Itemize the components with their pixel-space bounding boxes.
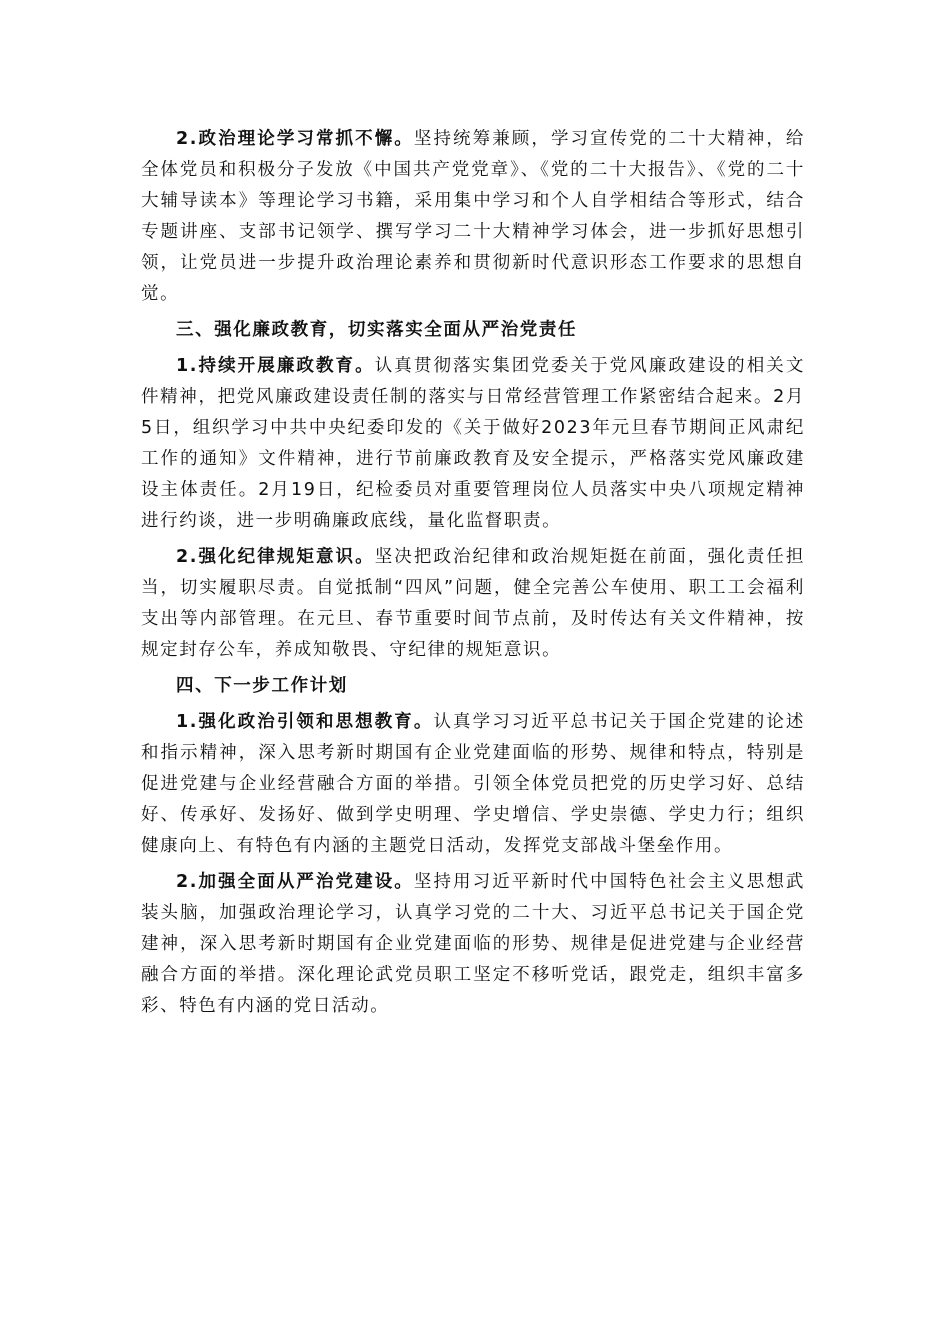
paragraph-political-theory-study: [141, 124, 805, 310]
section-heading-next-steps: 四、下一步工作计划: [176, 676, 348, 696]
paragraph-lead: 1.持续开展廉政教育。: [176, 356, 375, 376]
paragraph-text: 认真贯彻落实集团党委关于党风廉政建设的相关文件精神，把党风廉政建设责任制的落实与日常经营管理工作紧密结合起来。2月5日，组织学习中共中央纪委印发的《关于做好2023年元旦春节期间正风肃纪工作的通知》文件精神，进行节前廉政教育及安全提示，严格落实党风廉政建设主体责任。2月19日，纪检委员对重要管理岗位人员落实中央八项规定精神进行约谈，进一步明确廉政底线，量化监督职责。: [141, 356, 805, 531]
paragraph-party-building: [141, 867, 805, 1022]
paragraph-lead: 2.政治理论学习常抓不懈。: [176, 129, 414, 149]
paragraph-lead: 2.加强全面从严治党建设。: [176, 872, 414, 892]
paragraph-lead: 1.强化政治引领和思想教育。: [176, 712, 434, 732]
paragraph-text: 坚持用习近平新时代中国特色社会主义思想武装头脑，加强政治理论学习，认真学习党的二十大、习近平总书记关于国企党建神，深入思考新时期国有企业党建面临的形势、规律是促进党建与企业经营融合方面的举措。深化理论武党员职工坚定不移听党话，跟党走，组织丰富多彩、特色有内涵的党日活动。: [141, 872, 806, 1016]
paragraph-political-guidance: [141, 707, 805, 862]
paragraph-integrity-education: [141, 351, 805, 537]
paragraph-text: 坚持统筹兼顾，学习宣传党的二十大精神，给全体党员和积极分子发放《中国共产党党章》、《党的二十大报告》、《党的二十大辅导读本》等理论学习书籍，采用集中学习和个人自学相结合等形式，结合专题讲座、支部书记领学、撰写学习二十大精神学习体会，进一步抓好思想引领，让党员进一步提升政治理论素养和贯彻新时代意识形态工作要求的思想自觉。: [141, 129, 806, 304]
paragraph-text: 认真学习习近平总书记关于国企党建的论述和指示精神，深入思考新时期国有企业党建面临的形势、规律和特点，特别是促进党建与企业经营融合方面的举措。引领全体党员把党的历史学习好、总结好、传承好、发扬好、做到学史明理、学史增信、学史崇德、学史力行；组织健康向上、有特色有内涵的主题党日活动，发挥党支部战斗堡垒作用。: [141, 712, 805, 856]
document-body: [141, 124, 805, 1027]
paragraph-lead: 2.强化纪律规矩意识。: [176, 547, 375, 567]
section-heading-integrity-education: 三、强化廉政教育，切实落实全面从严治党责任: [176, 320, 578, 340]
paragraph-text: 坚决把政治纪律和政治规矩挺在前面，强化责任担当，切实履职尽责。自觉抵制“四风”问题，健全完善公车使用、职工工会福利支出等内部管理。在元旦、春节重要时间节点前，及时传达有关文件精神，按规定封存公车，养成知敬畏、守纪律的规矩意识。: [141, 547, 805, 660]
paragraph-discipline-awareness: [141, 542, 805, 666]
